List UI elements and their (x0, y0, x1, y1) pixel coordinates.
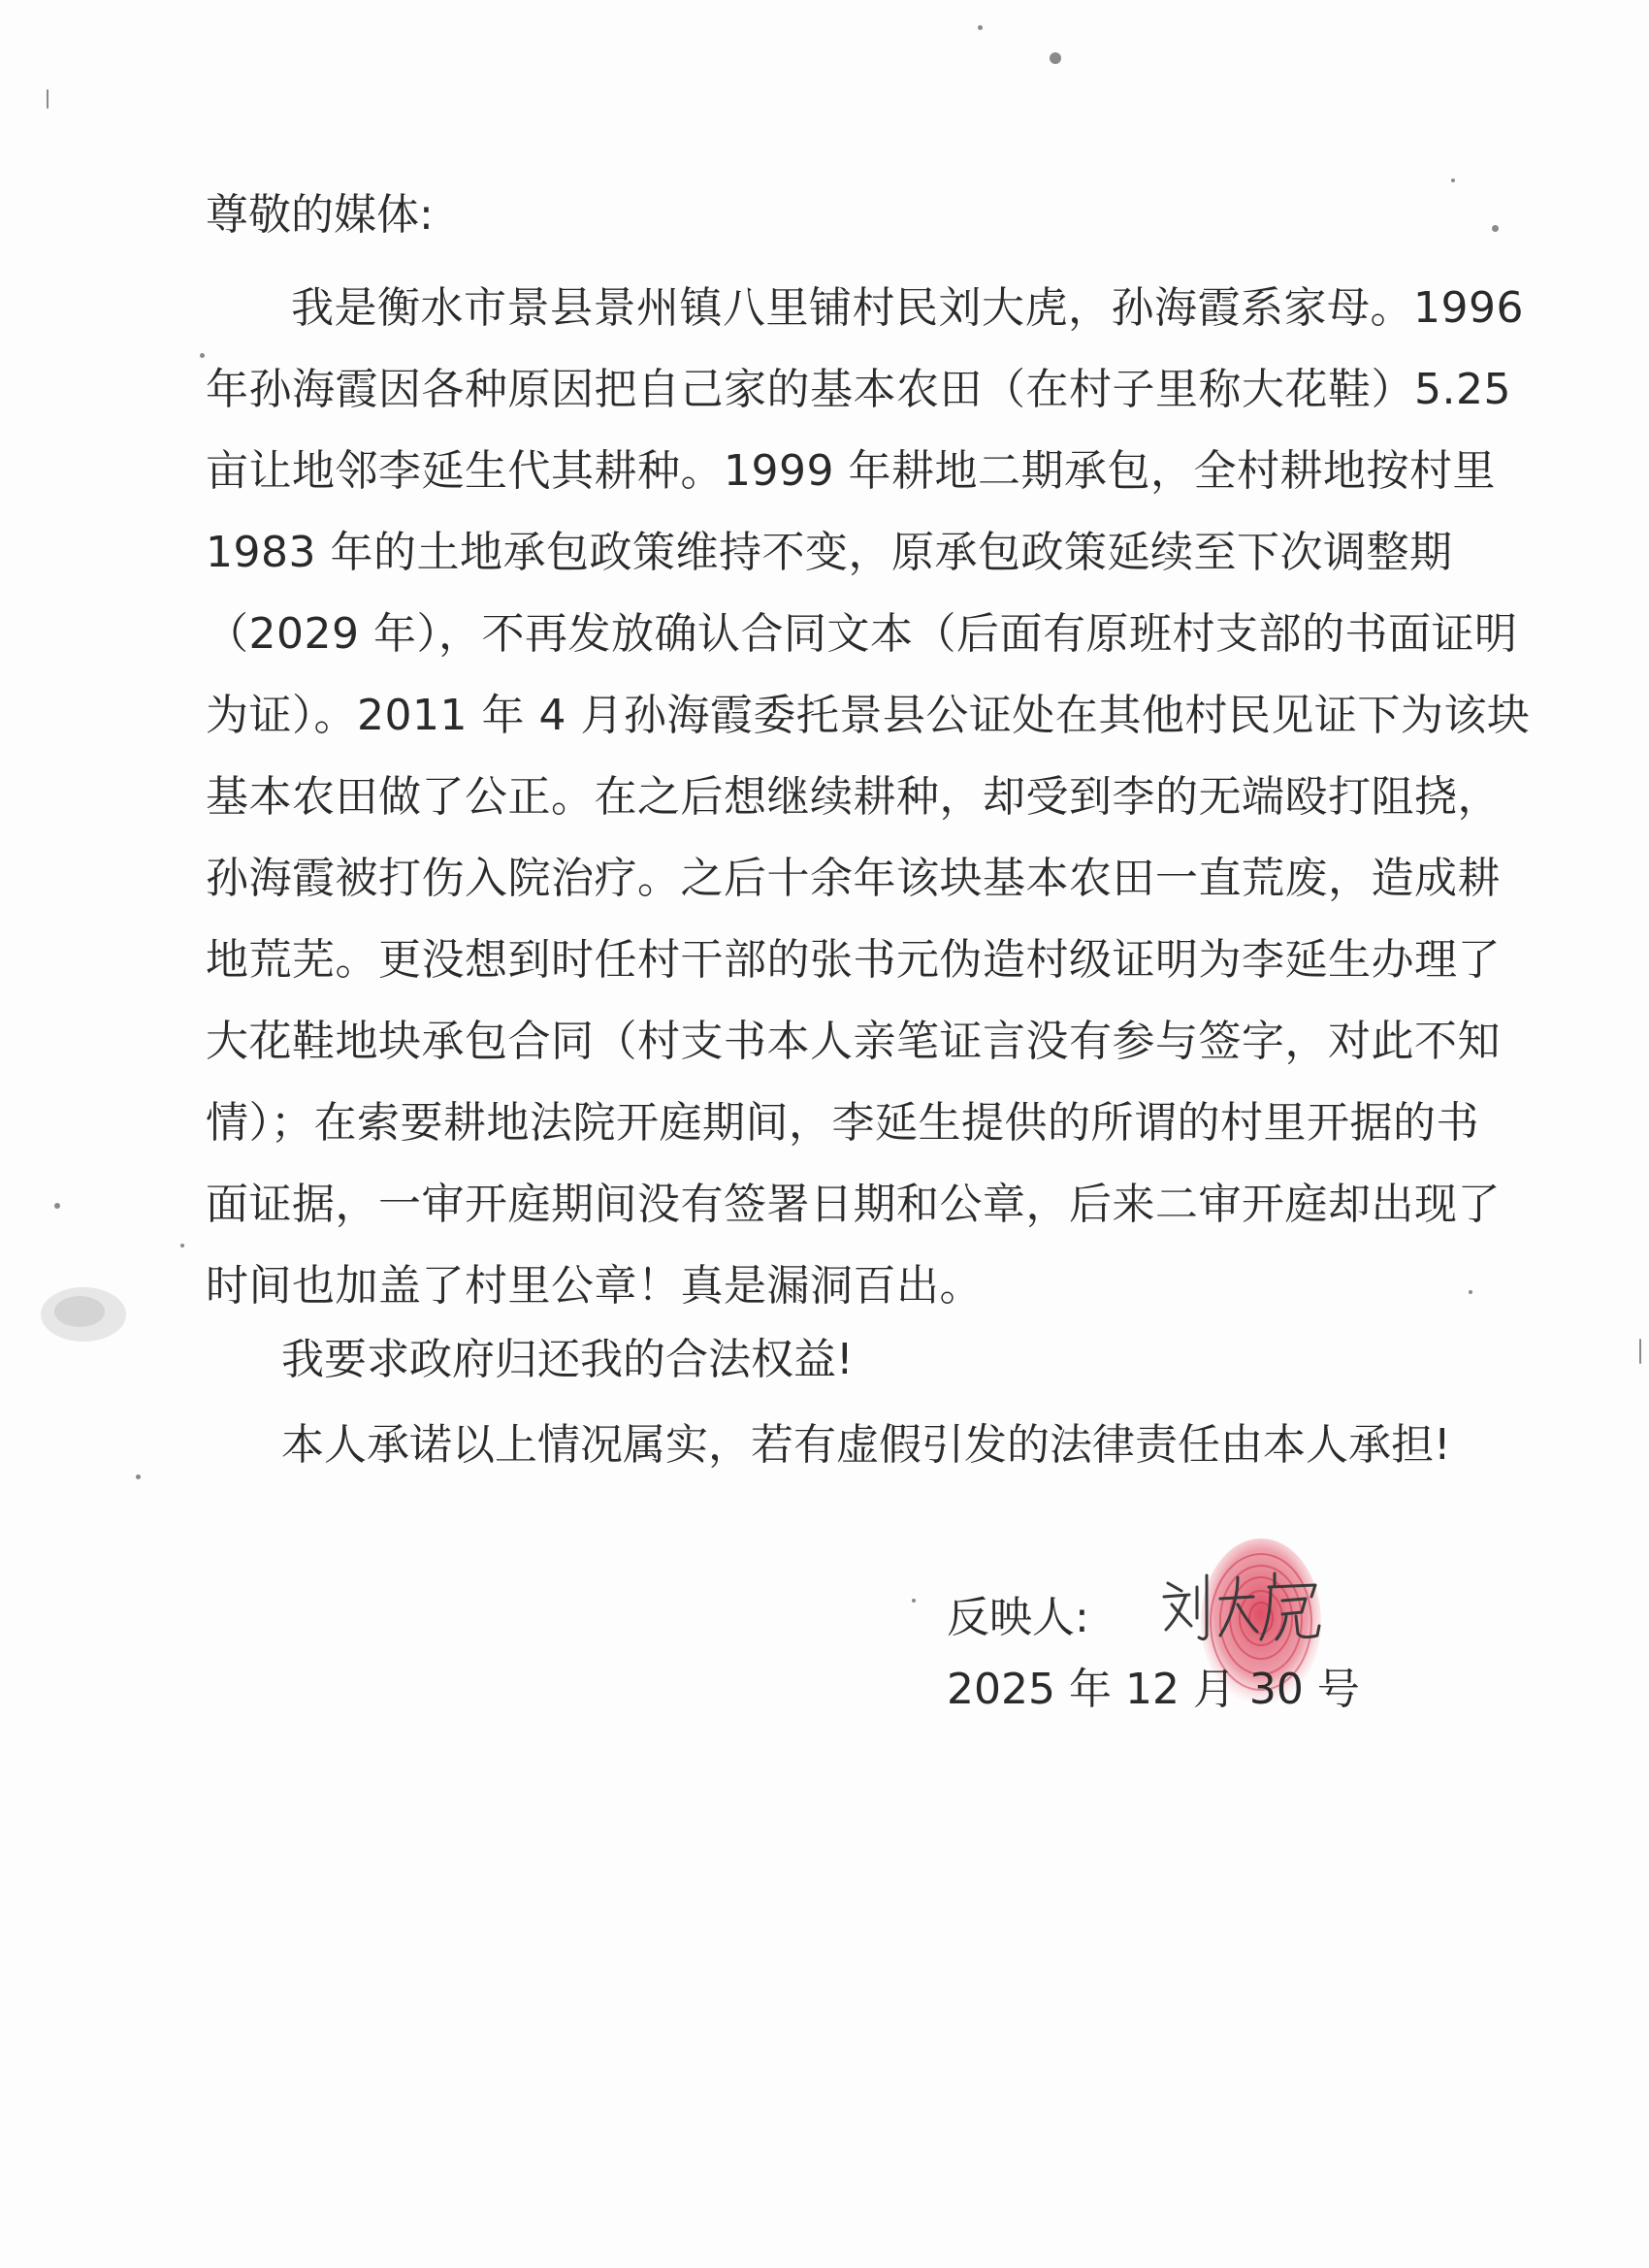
body-line: 亩让地邻李延生代其耕种。1999 年耕地二期承包，全村耕地按村里 (206, 446, 1496, 496)
body-line: 时间也加盖了村里公章！真是漏洞百出。 (206, 1261, 983, 1311)
salutation: 尊敬的媒体: (206, 190, 434, 240)
demand-statement: 我要求政府归还我的合法权益! (281, 1335, 854, 1384)
body-line: 大花鞋地块承包合同（村支书本人亲笔证言没有参与签字，对此不知 (206, 1017, 1501, 1066)
body-line: 1983 年的土地承包政策维持不变，原承包政策延续至下次调整期 (206, 528, 1453, 577)
body-line: 面证据，一审开庭期间没有签署日期和公章，后来二审开庭却出现了 (206, 1180, 1501, 1229)
body-line: （2029 年），不再发放确认合同文本（后面有原班村支部的书面证明 (206, 609, 1518, 659)
letter-body (206, 268, 1531, 1327)
smudge-mark (35, 1280, 132, 1348)
body-line: 我是衡水市景县景州镇八里铺村民刘大虎，孙海霞系家母。1996 (291, 283, 1524, 333)
body-line: 年孙海霞因各种原因把自己家的基本农田（在村子里称大花鞋）5.25 (206, 365, 1511, 414)
handwritten-signature (1160, 1562, 1325, 1649)
body-line: 孙海霞被打伤入院治疗。之后十余年该块基本农田一直荒废，造成耕 (206, 854, 1501, 903)
signer-label: 反映人: (947, 1593, 1089, 1642)
body-line: 情）；在索要耕地法院开庭期间，李延生提供的所谓的村里开据的书 (206, 1098, 1479, 1148)
pledge-statement: 本人承诺以上情况属实，若有虚假引发的法律责任由本人承担! (281, 1420, 1451, 1470)
letter-date: 2025 年 12 月 30 号 (947, 1665, 1360, 1714)
body-line: 基本农田做了公正。在之后想继续耕种，却受到李的无端殴打阻挠， (206, 772, 1501, 822)
body-line: 为证）。2011 年 4 月孙海霞委托景县公证处在其他村民见证下为该块 (206, 691, 1531, 740)
body-line: 地荒芜。更没想到时任村干部的张书元伪造村级证明为李延生办理了 (206, 935, 1501, 985)
signer-block (947, 1579, 1089, 1657)
